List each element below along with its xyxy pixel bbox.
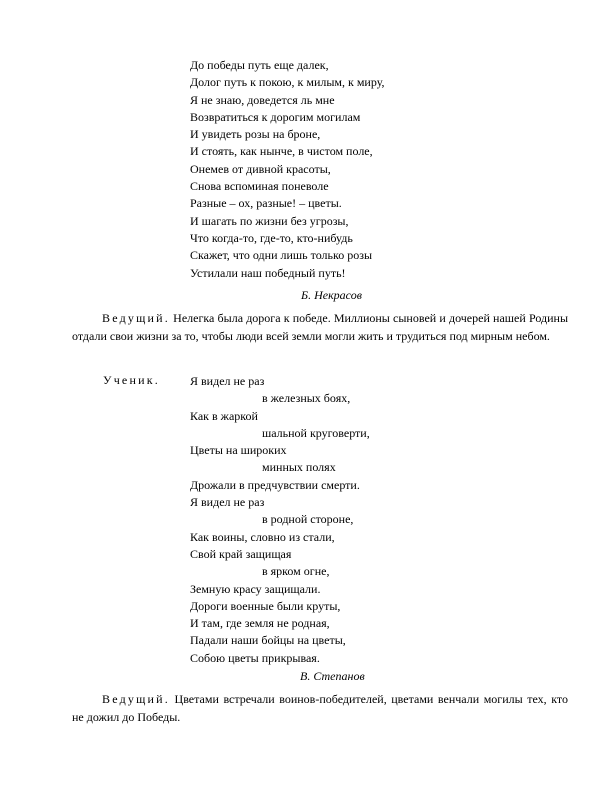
poem-line: минных полях [262, 460, 336, 475]
poem-line: Я не знаю, доведется ль мне [190, 92, 335, 107]
host-paragraph [72, 691, 568, 726]
poem-author: Б. Некрасов [301, 288, 362, 302]
poem-line: Долог путь к покою, к милым, к миру, [190, 75, 385, 90]
poem-line: Разные – ох, разные! – цветы. [190, 196, 342, 211]
poem-line: Онемев от дивной красоты, [190, 161, 331, 176]
host-paragraph [72, 310, 568, 345]
poem-author: В. Степанов [300, 669, 365, 683]
paragraph-text: Нелегка была дорога к победе. Миллионы сыновей и дочерей нашей Родины отдали свои жизни за то, чтобы люди всей земли могли жить и трудиться под мирным небом. [72, 311, 569, 343]
poem-nekrasov [190, 57, 385, 282]
poem-line: Устилали наш победный путь! [190, 265, 346, 280]
poem-line: Что когда-то, где-то, кто-нибудь [190, 230, 353, 245]
poem-line: Снова вспоминая поневоле [190, 179, 329, 194]
poem-line: Я видел не раз [190, 495, 265, 510]
poem-line: До победы путь еще далек, [190, 58, 329, 72]
poem-line: Дороги военные были круты, [190, 598, 341, 613]
speaker-label: Ведущий. [102, 692, 170, 706]
poem-line: в ярком огне, [262, 564, 330, 579]
poem-stepanov [190, 373, 370, 667]
poem-line: Как в жаркой [190, 408, 258, 423]
poem-line: Земную красу защищали. [190, 581, 321, 596]
poem-line: И увидеть розы на броне, [190, 127, 321, 142]
poem-line: Падали наши бойцы на цветы, [190, 633, 346, 648]
speaker-label: Ведущий. [102, 311, 170, 325]
poem-line: Собою цветы прикрывая. [190, 650, 320, 665]
poem-line: Дрожали в предчувствии смерти. [190, 477, 360, 492]
poem-line: Цветы на широких [190, 443, 287, 458]
poem-line: Я видел не раз [190, 374, 265, 388]
poem-line: И там, где земля не родная, [190, 616, 330, 631]
poem-line: Скажет, что одни лишь только розы [190, 248, 373, 263]
poem-line: в родной стороне, [262, 512, 354, 527]
poem-line: Как воины, словно из стали, [190, 529, 335, 544]
poem-line: Возвратиться к дорогим могилам [190, 109, 361, 124]
speaker-label: Ученик. [103, 373, 160, 387]
poem-line: в железных боях, [262, 391, 351, 406]
poem-line: шальной круговерти, [262, 425, 370, 440]
poem-line: И стоять, как нынче, в чистом поле, [190, 144, 373, 159]
paragraph-text: Цветами встречали воинов-победителей, цветами венчали могилы тех, кто не дожил до Победы. [72, 692, 569, 724]
poem-line: И шагать по жизни без угрозы, [190, 213, 349, 228]
poem-line: Свой край защищая [190, 546, 292, 561]
